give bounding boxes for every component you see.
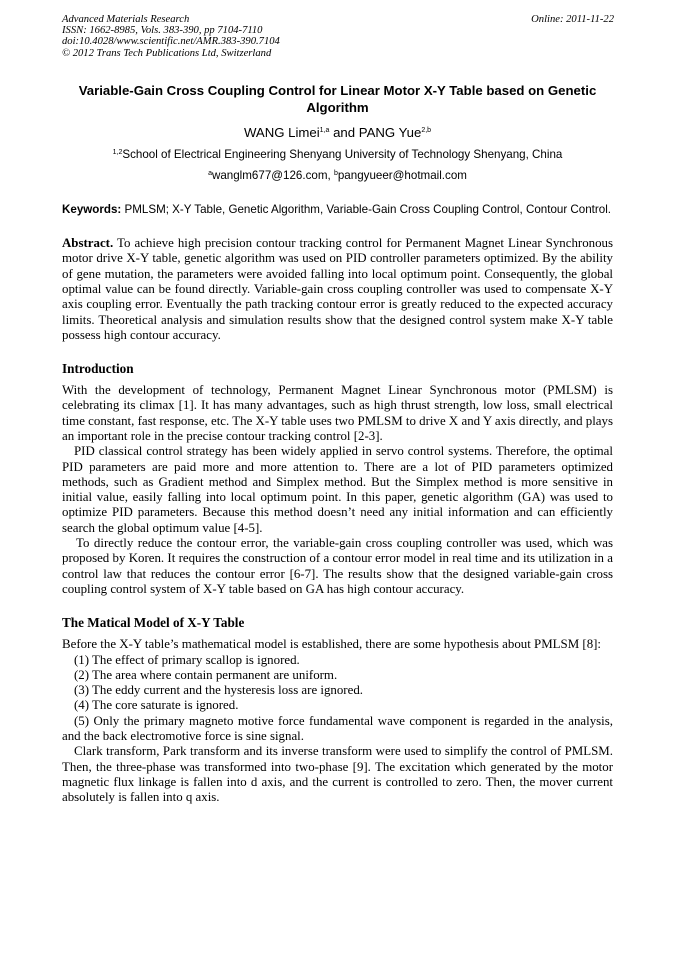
affiliation-superscript: 1,2 [112, 148, 123, 156]
author-emails [62, 168, 613, 183]
list-item: (5) Only the primary magneto motive force fundamental wave component is regarded in the analysis, and the back electromotive force is sine signal. [62, 713, 613, 744]
email-superscript: b [333, 169, 338, 177]
list-item: (4) The core saturate is ignored. [74, 698, 239, 713]
abstract-text: To achieve high precision contour tracking control for Permanent Magnet Linear Synchronous motor drive X-Y table, genetic algorithm was used on PID controller parameters optimized. By the ability of gene mutation, the parameters were avoided falling into local optimum point. Consequently, the global optimal value can be found directly. Variable-gain cross coupling controller was used to compensate X-Y axis coupling error. Eventually the path tracking contour error is greatly reduced to the expected accuracy limits. Theoretical analysis and simulation results show that the designed control system make X-Y table possess high contour accuracy. [62, 236, 613, 342]
paper-page [62, 14, 613, 806]
journal-header [62, 14, 613, 59]
author-superscript: 1,a [319, 126, 330, 134]
online-date: Online: 2011-11-22 [531, 14, 614, 25]
email-link[interactable]: pangyueer@hotmail.com [337, 168, 467, 182]
keywords [62, 202, 613, 217]
author-connector: and [329, 124, 359, 140]
list-item: (2) The area where contain permanent are uniform. [74, 667, 338, 682]
paper-title: Variable-Gain Cross Coupling Control for Linear Motor X-Y Table based on Genetic Algorithm [78, 82, 597, 115]
copyright-line: © 2012 Trans Tech Publications Ltd, Switzerland [62, 47, 272, 59]
section-heading: The Matical Model of X-Y Table [62, 615, 245, 631]
email-superscript: a [208, 169, 212, 177]
journal-name: Advanced Materials Research [62, 14, 190, 25]
author-line [62, 124, 613, 141]
paragraph: Clark transform, Park transform and its inverse transform were used to simplify the control of PMLSM. Then, the three-phase was transformed into two-phase [9]. The excitation which generated by the motor magnetic flux linkage is fallen into d axis, and the current is controlled to zero. Then, the mover current absolutely is fallen into q axis. [62, 744, 613, 805]
email-link[interactable]: wanglm677@126.com [211, 168, 328, 182]
affiliation-text: School of Electrical Engineering Shenyang University of Technology Shenyang, China [122, 147, 563, 161]
keywords-label: Keywords: [62, 202, 122, 216]
paragraph: Before the X-Y table’s mathematical model is established, there are some hypothesis about PMLSM [8]: [62, 637, 602, 652]
paragraph: With the development of technology, Permanent Magnet Linear Synchronous motor (PMLSM) is celebrating its climax [1]. It has many advantages, such as high thrust strength, low loss, small electrical time constant, fast response, etc. The X-Y table uses two PMLSM to drive X and Y axis directly, and plays an important role in the precise contour tracking control [2-3]. [62, 383, 613, 443]
list-item: (1) The effect of primary scallop is ignored. [74, 652, 300, 667]
keywords-text: PMLSM; X-Y Table, Genetic Algorithm, Variable-Gain Cross Coupling Control, Contour Control. [121, 202, 612, 216]
author-name: WANG Limei [243, 124, 320, 140]
email-separator: , [327, 168, 334, 182]
paragraph: To directly reduce the contour error, the variable-gain cross coupling controller was used, which was proposed by Koren. It requires the construction of a contour error model in real time and its utilization in a control law that reduces the contour error [6-7]. The results show that the designed variable-gain cross coupling control system of X-Y table based on GA has high contour accuracy. [62, 536, 613, 596]
doi-line: doi:10.4028/www.scientific.net/AMR.383-390.7104 [62, 36, 280, 48]
author-superscript: 2,b [421, 126, 432, 134]
paragraph: PID classical control strategy has been widely applied in servo control systems. Therefore, the optimal PID parameters are paid more and more attention to. There are a lot of PID parameters optimized methods, such as Gradient method and Simplex method. But the Simplex method is more sensitive in initial value, easily falling into local optimum point. In this paper, genetic algorithm (GA) was used to optimize PID parameters. Because this method doesn’t need any initial information and can efficiently search the global optimum value [4-5]. [62, 444, 613, 535]
issn-line: ISSN: 1662-8985, Vols. 383-390, pp 7104-7110 [62, 25, 263, 37]
author-name: PANG Yue [358, 124, 422, 140]
affiliation [62, 147, 613, 162]
abstract-label: Abstract. [62, 236, 114, 251]
abstract [62, 236, 613, 343]
section-heading: Introduction [62, 361, 134, 377]
list-item: (3) The eddy current and the hysteresis loss are ignored. [74, 683, 363, 698]
